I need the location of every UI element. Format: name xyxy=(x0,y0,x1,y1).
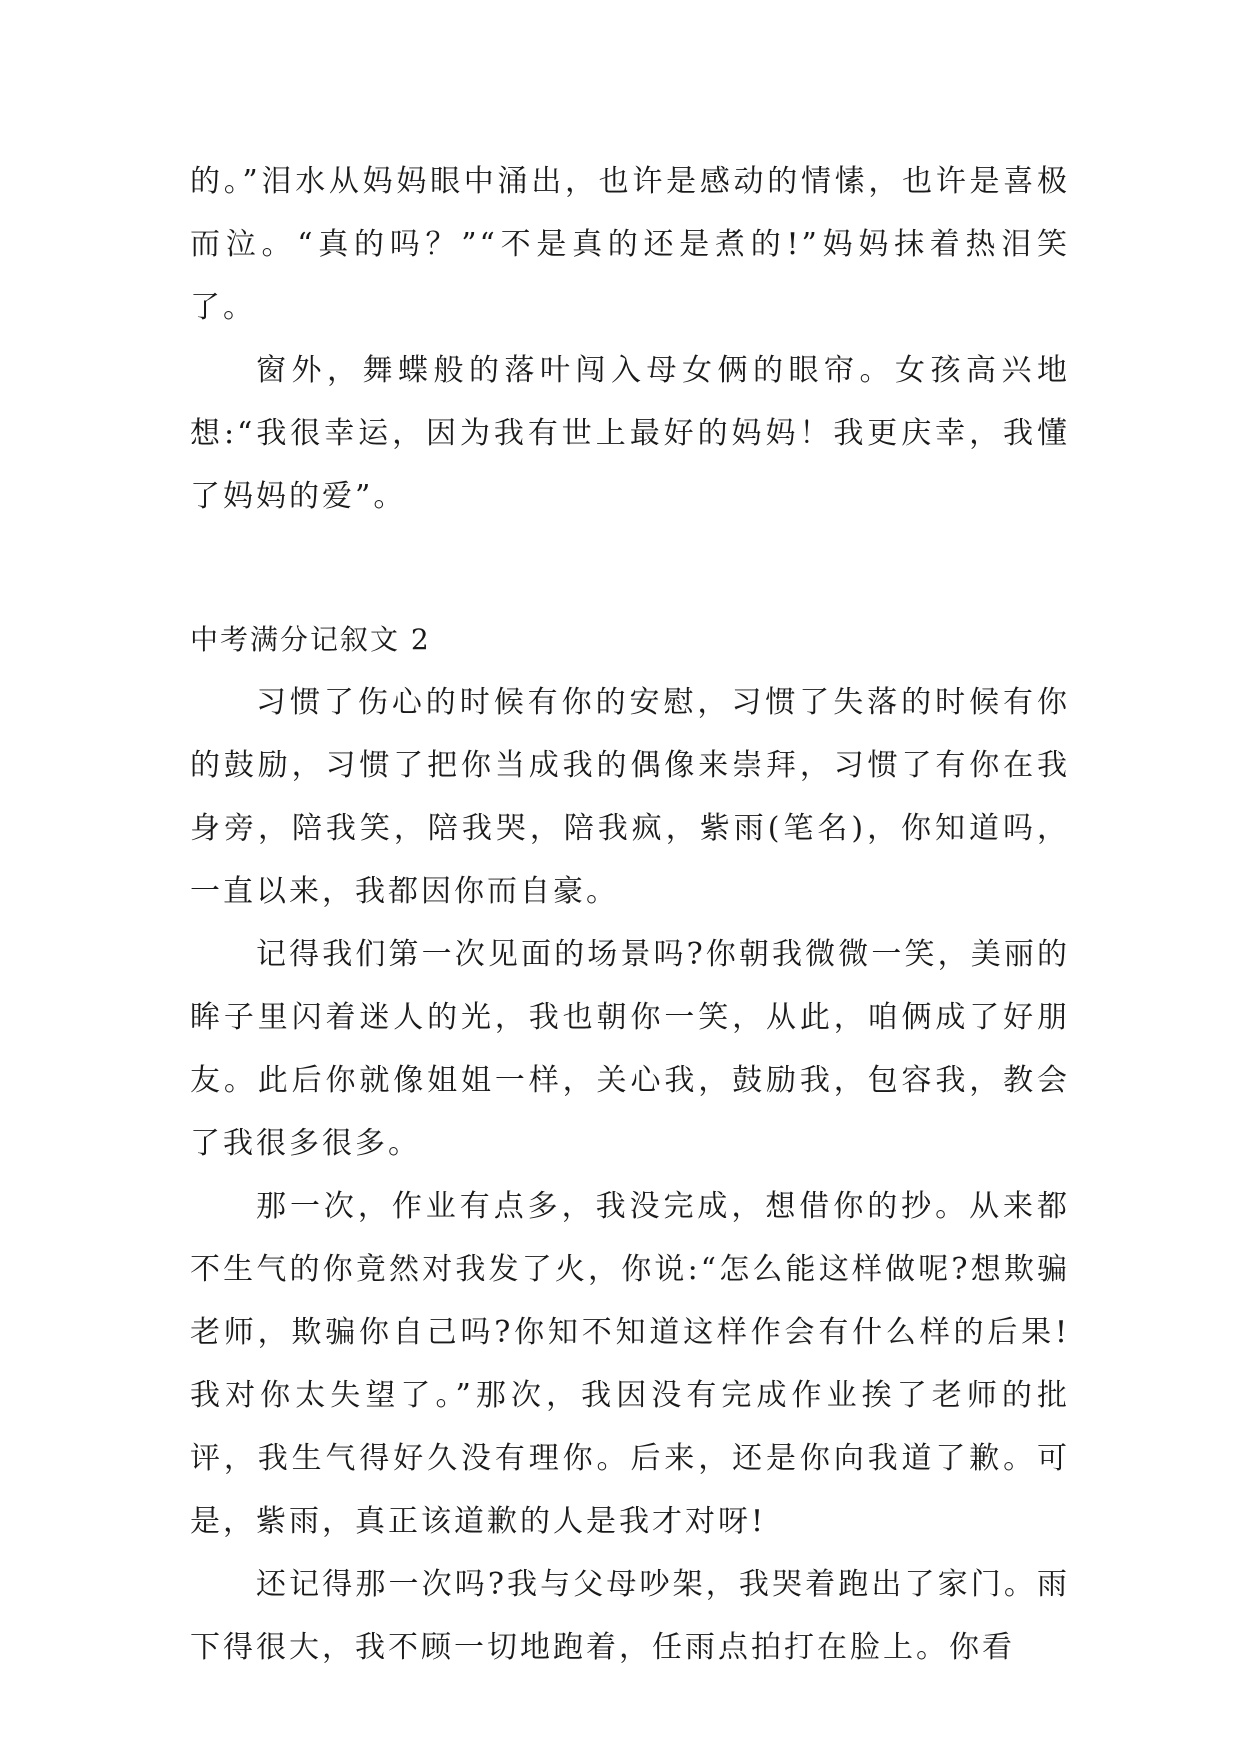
section-title: 中考满分记叙文 2 xyxy=(190,623,431,656)
paragraph-continued: 的。”泪水从妈妈眼中涌出，也许是感动的情愫，也许是喜极而泣。“真的吗？”“不是真的还是煮的!”妈妈抹着热泪笑了。 xyxy=(190,164,1070,325)
paragraph-habit: 习惯了伤心的时候有你的安慰，习惯了失落的时候有你的鼓励，习惯了把你当成我的偶像来崇拜，习惯了有你在我身旁，陪我笑，陪我哭，陪我疯，紫雨(笔名)，你知道吗，一直以来，我都因你而自豪。 xyxy=(190,685,1070,909)
paragraph-window: 窗外，舞蝶般的落叶闯入母女俩的眼帘。女孩高兴地想:“我很幸运，因为我有世上最好的妈妈！我更庆幸，我懂了妈妈的爱”。 xyxy=(190,353,1070,514)
paragraph-quarrel: 还记得那一次吗?我与父母吵架，我哭着跑出了家门。雨下得很大，我不顾一切地跑着，任雨点拍打在脸上。你看 xyxy=(190,1567,1070,1665)
section-spacer xyxy=(190,528,1070,608)
paragraph-homework: 那一次，作业有点多，我没完成，想借你的抄。从来都不生气的你竟然对我发了火，你说:“怎么能这样做呢?想欺骗老师，欺骗你自己吗?你知不知道这样作会有什么样的后果!我对你太失望了。”那次，我因没有完成作业挨了老师的批评，我生气得好久没有理你。后来，还是你向我道了歉。可是，紫雨，真正该道歉的人是我才对呀! xyxy=(190,1189,1070,1539)
document-body xyxy=(190,150,1070,1679)
paragraph-first-meeting: 记得我们第一次见面的场景吗?你朝我微微一笑，美丽的眸子里闪着迷人的光，我也朝你一笑，从此，咱俩成了好朋友。此后你就像姐姐一样，关心我，鼓励我，包容我，教会了我很多很多。 xyxy=(190,937,1070,1161)
